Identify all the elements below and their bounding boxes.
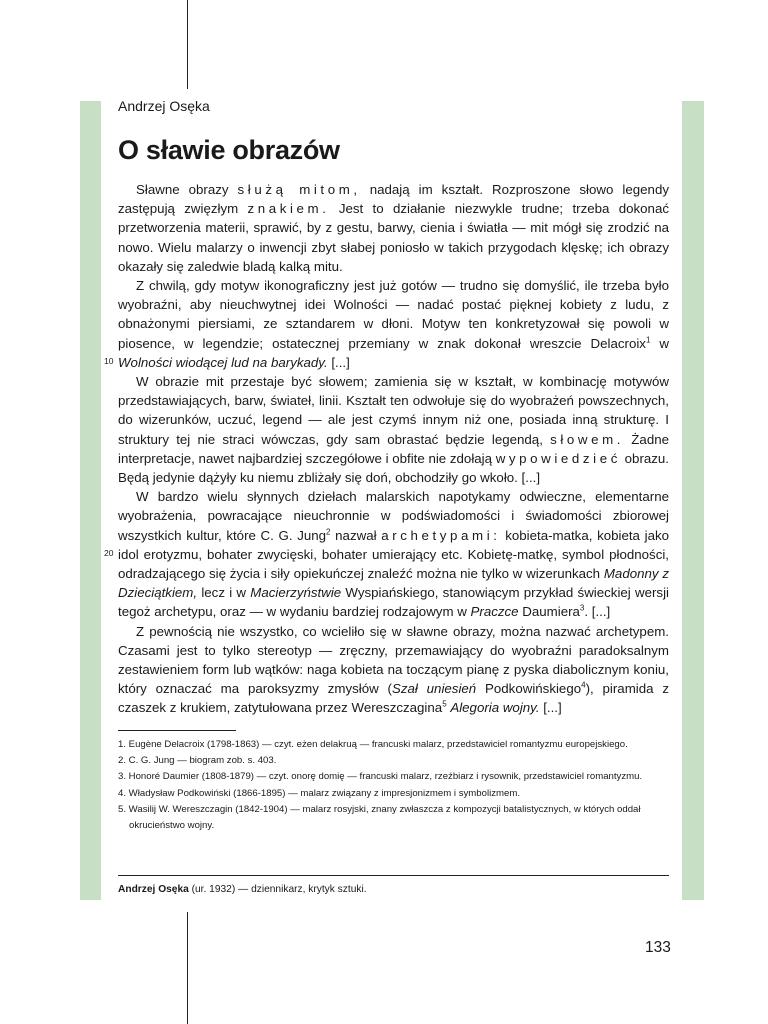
footnote-2: 2. C. G. Jung — biogram zob. s. 403. xyxy=(118,755,277,767)
crop-mark-bottom xyxy=(187,912,188,1024)
artwork-title: Madonny z Dzieciątkiem, xyxy=(118,566,669,601)
line-number-20: 20 xyxy=(104,548,114,558)
paragraph-1: Sławne obrazy służą mitom, nadają im kształt. Rozproszone słowo legendy zastępują zwięzłym znakiem. Jest to działanie niezwykle trudne; trzeba dokonać przetworzenia materii, sprawić, by z gestu, barwy, cienia i światła — mit mógł się zrodzić na nowo. Wielu malarzy o inwencji zbyt słabej poniosło w takich przygodach klęskę; ich obrazy okazały się zaledwie bladą kalką mitu. xyxy=(118,182,669,274)
footnotes xyxy=(118,737,673,834)
footnote-ref-5: 5 xyxy=(442,700,447,710)
artwork-title: Praczce xyxy=(470,604,519,620)
left-margin-band xyxy=(80,101,101,900)
page-title: O sławie obrazów xyxy=(118,135,340,165)
footnote-ref-2: 2 xyxy=(326,527,331,537)
spaced-emphasis: znakiem. xyxy=(247,201,330,217)
bio-divider xyxy=(118,875,669,876)
footnote-1: 1. Eugène Delacroix (1798-1863) — czyt. eżen delakruą — francuski malarz, przedstawiciel romantyzmu europejskiego. xyxy=(118,739,628,750)
right-margin-band xyxy=(682,101,704,900)
spaced-emphasis: wypowiedzieć xyxy=(495,450,621,466)
artwork-title: Wolności wiodącej lud na barykady. xyxy=(118,354,328,370)
paragraph-5: Z pewnością nie wszystko, co wcieliło się w sławne obrazy, można nazwać archetypem. Czasami jest to tylko stereotyp — zręczny, przemawiający do wyobraźni paradoksalnym zestawieniem form lub wątków: naga kobieta na toczącym pianę z pyska diabolicznym koniu, który oznaczać ma paroksyzmy zmysłów (Szał uniesień Podkowińskiego$^4$), piramida z czaszek z krukiem, zatytułowana przez Wereszczagina$^5$ Alegoria wojny. [...] xyxy=(118,623,670,716)
bio-author-name: Andrzej Osęka xyxy=(118,884,189,895)
artwork-title: Szał uniesień xyxy=(391,681,477,697)
footnote-ref-4: 4 xyxy=(581,680,586,690)
line-number-10: 10 xyxy=(104,356,114,366)
footnote-5: 5. Wasilij W. Wereszczagin (1842-1904) — malarz rosyjski, znany zwłaszcza z kompozycji batalistycznych, w których oddał okrucieństwo wojny. xyxy=(118,803,641,832)
artwork-title: Macierzyństwie xyxy=(250,585,342,601)
bio-details: (ur. 1932) — dziennikarz, krytyk sztuki. xyxy=(188,884,367,895)
footnote-divider xyxy=(118,730,236,731)
paragraph-4: W bardzo wielu słynnych dziełach malarskich napotykamy odwieczne, elementarne wyobrażenia, powracające nieuchronnie w podświadomości i świadomości zbiorowej wszystkich kultur, które C. G. Jung$^2$ nazwał archetypami: kobieta-matka, kobieta jako idol erotyzmu, bohater zwycięski, bohater umierający etc. Kobietę-matkę, symbol płodności, odradzającego się życia i siły opiekuńczej znaleźć można nie tylko w wizerunkach Madonny z Dzieciątkiem, lecz i w Macierzyństwie Wyspiańskiego, stanowiącym przykład świeckiej wersji tegoż archetypu, oraz — w wydaniu bardziej rodzajowym w Praczce Daumiera$^3$. [...] xyxy=(118,489,670,620)
spaced-emphasis: archetypami: xyxy=(381,527,501,543)
crop-mark-top xyxy=(187,0,188,89)
footnote-3: 3. Honoré Daumier (1808-1879) — czyt. onorę domię — francuski malarz, rzeźbiarz i rysownik, przedstawiciel romantyzmu. xyxy=(118,771,643,783)
footnote-ref-1: 1 xyxy=(645,335,651,345)
article-body xyxy=(118,180,669,718)
page-number: 133 xyxy=(645,939,671,956)
footnote-ref-3: 3 xyxy=(579,604,585,614)
author-bio xyxy=(118,884,367,895)
spaced-emphasis: słowem. xyxy=(550,431,625,447)
paragraph-2: Z chwilą, gdy motyw ikonograficzny jest już gotów — trudno się domyślić, ile trzeba było wyobraźni, aby nieuchwytnej idei Wolności — nadać postać pięknej kobiety z ludu, z obnażonymi piersiami, ze sztandarem w dłoni. Motyw ten konkretyzował się powoli w piosence, w legendzie; ostatecznej przemiany w znak dokonał wreszcie Delacroix$^1$ w Wolności wiodącej lud na barykady. [...] xyxy=(118,278,669,370)
artwork-title: Alegoria wojny. xyxy=(450,700,540,716)
spaced-emphasis: służą mitom, xyxy=(237,182,361,197)
footnote-4: 4. Władysław Podkowiński (1866-1895) — malarz związany z impresjonizmem i symbolizmem. xyxy=(118,787,520,799)
paragraph-3: W obrazie mit przestaje być słowem; zamienia się w kształt, w kombinację motywów przedstawiających, barw, świateł, linii. Kształt ten odwołuje się do wyobrażeń powszechnych, do wizerunków, uczuć, legend — ale jest czymś innym niż one, posiada inną strukturę. I struktury tej nie straci wówczas, gdy sam obrastać będzie legendą, słowem. Żadne interpretacje, nawet najbardziej szczegółowe i obfite nie zdołają wypowiedzieć obrazu. Będą jedynie dążyły ku niemu zbliżały się doń, obchodziły go wkoło. [...] xyxy=(118,374,670,486)
author-name: Andrzej Osęka xyxy=(118,98,210,114)
